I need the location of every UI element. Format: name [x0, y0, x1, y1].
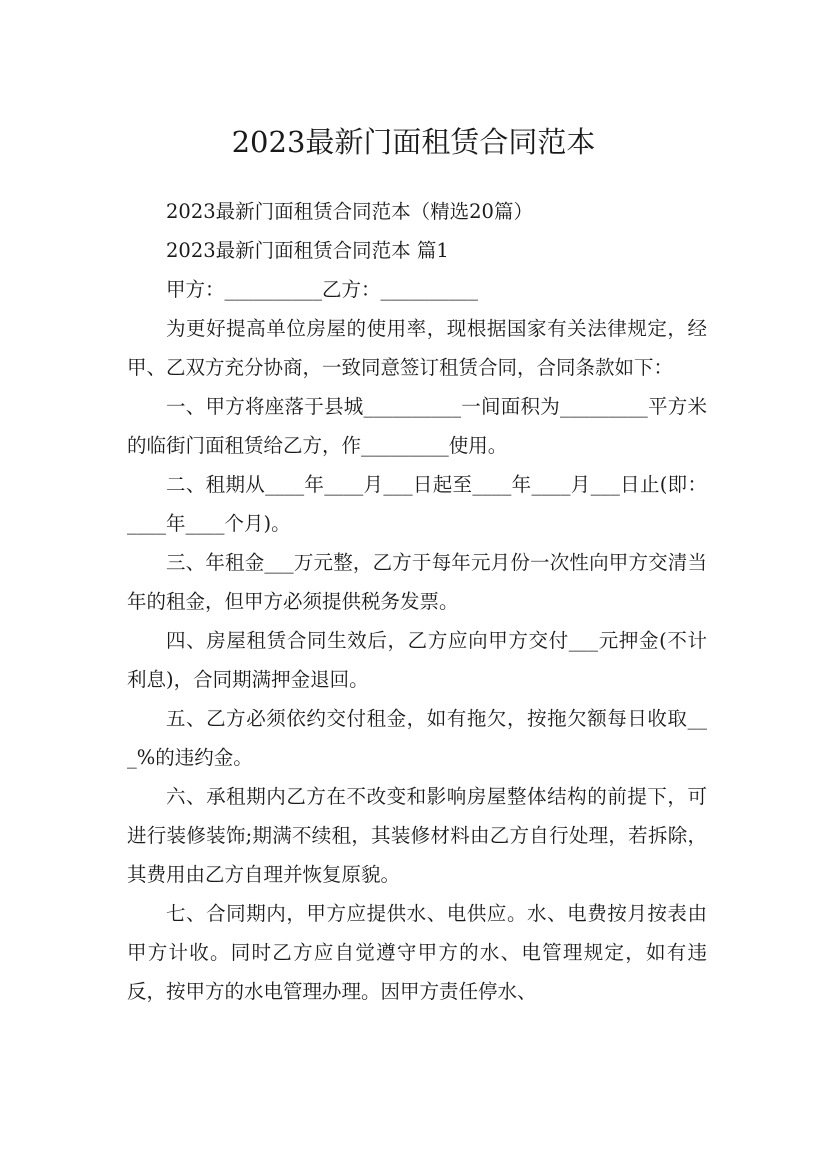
paragraph-clause-3: 三、年租金___万元整，乙方于每年元月份一次性向甲方交清当年的租金，但甲方必须提供税务发票。 [127, 551, 707, 613]
paragraph-subtitle: 2023最新门面租赁合同范本（精选20篇） [166, 200, 533, 223]
paragraph-clause-1: 一、甲方将座落于县城__________一间面积为_________平方米的临街门面租赁给乙方，作_________使用。 [127, 395, 707, 457]
document-title: 2023最新门面租赁合同范本 [231, 125, 596, 160]
paragraph-clause-2: 二、租期从____年____月___日起至____年____月___日止(即：____年____个月)。 [127, 473, 707, 535]
paragraph-section-heading: 2023最新门面租赁合同范本 篇1 [166, 239, 449, 262]
paragraph-clause-5: 五、乙方必须依约交付租金，如有拖欠，按拖欠额每日收取___%的违约金。 [127, 707, 707, 769]
paragraph-clause-6: 六、承租期内乙方在不改变和影响房屋整体结构的前提下，可进行装修装饰;期满不续租，其装修材料由乙方自行处理，若拆除，其费用由乙方自理并恢复原貌。 [127, 785, 707, 886]
paragraph-clause-4: 四、房屋租赁合同生效后，乙方应向甲方交付___元押金(不计利息)，合同期满押金退回。 [127, 629, 707, 691]
paragraph-clause-7: 七、合同期内，甲方应提供水、电供应。水、电费按月按表由甲方计收。同时乙方应自觉遵守甲方的水、电管理规定，如有违反，按甲方的水电管理办理。因甲方责任停水、 [127, 902, 707, 1003]
paragraph-parties: 甲方：__________乙方：__________ [166, 278, 479, 301]
document-body [127, 192, 707, 1011]
paragraph-preamble: 为更好提高单位房屋的使用率，现根据国家有关法律规定，经甲、乙双方充分协商，一致同意签订租赁合同，合同条款如下： [127, 317, 707, 379]
